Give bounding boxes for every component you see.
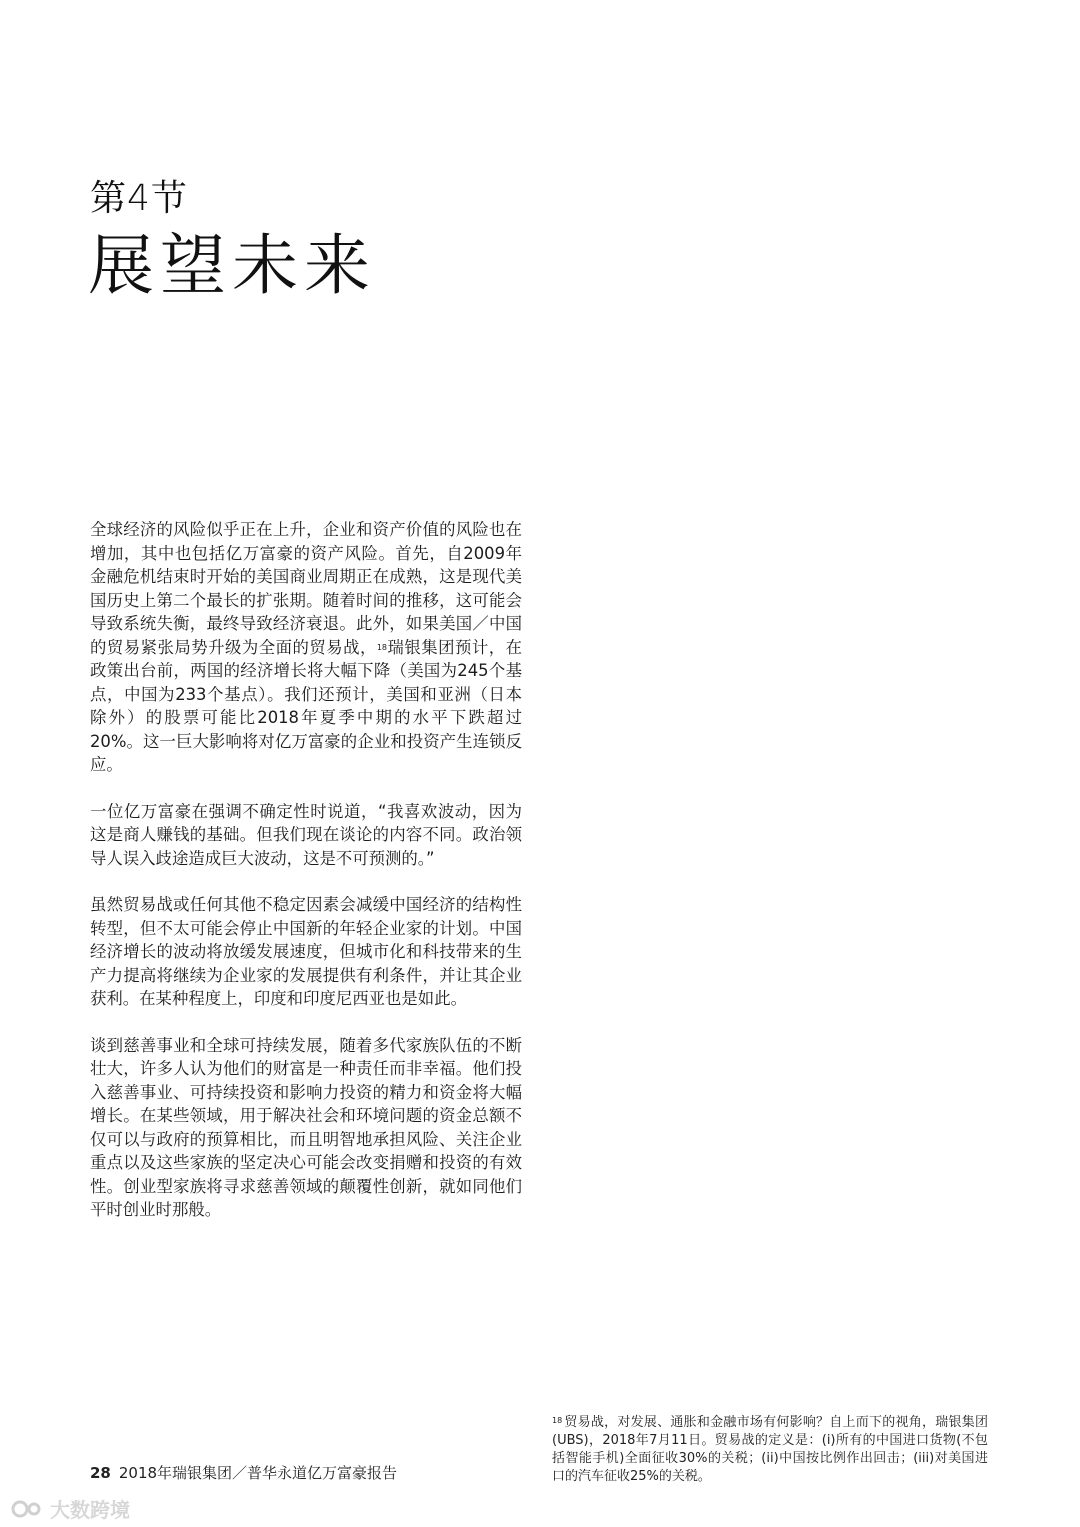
footnote [552,1414,988,1486]
page-number: 28 [90,1464,111,1482]
watermark-text: 大数跨境 [50,1498,130,1522]
paragraph-1-head: 全球经济的风险似乎正在上升，企业和资产价值的风险也在增加，其中也包括亿万富豪的资产风险。首先，自2009年金融危机结束时开始的美国商业周期正在成熟，这是现代美国历史上第二个最长的扩张期。随着时间的推移，这可能会导致系统失衡，最终导致经济衰退。此外，如果美国／中国的贸易紧张局势升级为全面的贸易战， [90,520,522,657]
paragraph-2: 一位亿万富豪在强调不确定性时说道，“我喜欢波动，因为这是商人赚钱的基础。但我们现在谈论的内容不同。政治领导人误入歧途造成巨大波动，这是不可预测的。” [90,801,522,868]
brand-logo-icon [10,1498,46,1520]
watermark [10,1494,130,1523]
report-title: 2018年瑞银集团／普华永道亿万富豪报告 [118,1464,398,1482]
section-number: 第4节 [90,178,188,219]
footnote-number: 18 [552,1416,563,1425]
body-text [90,518,522,1245]
paragraph-3: 虽然贸易战或任何其他不稳定因素会减缓中国经济的结构性转型，但不太可能会停止中国新的年轻企业家的计划。中国经济增长的波动将放缓发展速度，但城市化和科技带来的生产力提高将继续为企业家的发展提供有利条件，并让其企业获利。在某种程度上，印度和印度尼西亚也是如此。 [90,895,522,1008]
paragraph-1-tail: 瑞银集团预计，在政策出台前，两国的经济增长将大幅下降（美国为245个基点，中国为233个基点）。我们还预计，美国和亚洲（日本除外）的股票可能比2018年夏季中期的水平下跌超过20%。这一巨大影响将对亿万富豪的企业和投资产生连锁反应。 [90,637,523,774]
footnote-text: 贸易战，对发展、通胀和金融市场有何影响？自上而下的视角，瑞银集团(UBS)，2018年7月11日。贸易战的定义是：(i)所有的中国进口货物(不包括智能手机)全面征收30%的关税；(ii)中国按比例作出回击；(iii)对美国进口的汽车征收25%的关税。 [552,1415,988,1484]
footnote-ref[interactable]: 18 [376,642,388,652]
page-footer [90,1462,397,1483]
paragraph-4: 谈到慈善事业和全球可持续发展，随着多代家族队伍的不断壮大，许多人认为他们的财富是一种责任而非幸福。他们投入慈善事业、可持续投资和影响力投资的精力和资金将大幅增长。在某些领域，用于解决社会和环境问题的资金总额不仅可以与政府的预算相比，而且明智地承担风险、关注企业重点以及这些家族的坚定决心可能会改变捐赠和投资的有效性。创业型家族将寻求慈善领域的颠覆性创新，就如同他们平时创业时那般。 [90,1035,522,1219]
page-title: 展望未来 [88,227,376,304]
paragraph-1 [90,518,522,777]
